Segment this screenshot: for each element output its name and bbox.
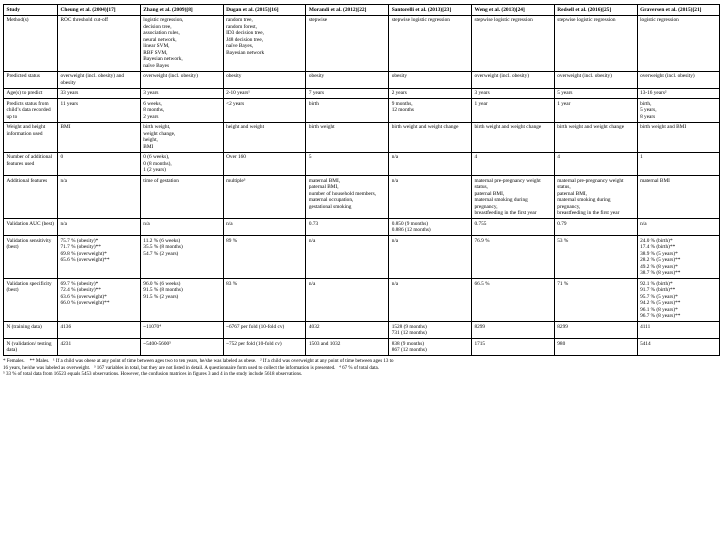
table-cell xyxy=(306,322,389,339)
cell-line: 83 % xyxy=(226,280,238,287)
cell-line: 0.886 (12 months) xyxy=(391,227,431,234)
table-cell xyxy=(637,122,720,152)
table-row xyxy=(4,122,720,152)
cell-line: ~6767 per fold (10-fold cv) xyxy=(226,323,285,330)
column-header-study: Study xyxy=(4,5,58,16)
cell-line: 5414 xyxy=(640,340,651,347)
cell-line: 65.6 % (overweight)** xyxy=(60,257,110,264)
table-cell xyxy=(637,236,720,279)
cell-line: maternal BMI, xyxy=(308,178,341,185)
cell-line: Bayesian network xyxy=(226,49,265,56)
table-row xyxy=(4,152,720,176)
table-row xyxy=(4,219,720,236)
comparison-table xyxy=(3,4,720,356)
cell-line: 0.755 xyxy=(474,220,487,227)
cell-line: 0 xyxy=(60,154,64,161)
row-header: Validation specificity (best) xyxy=(4,279,58,322)
cell-line: 731 (12 months) xyxy=(391,330,427,337)
table-cell xyxy=(389,322,472,339)
table-cell xyxy=(140,88,223,99)
cell-line: n/a xyxy=(391,238,399,245)
column-header-santorelli: Santorelli et al. (2013)[23] xyxy=(389,5,472,16)
cell-line: n/a xyxy=(640,220,647,227)
cell-line: 0 (8 months), xyxy=(143,160,172,167)
cell-line: 4111 xyxy=(640,323,651,330)
table-cell xyxy=(389,99,472,123)
table-cell xyxy=(306,339,389,356)
row-header: N (training data) xyxy=(4,322,58,339)
cell-line: 54.7 % (2 years) xyxy=(143,250,179,257)
table-row xyxy=(4,322,720,339)
table-cell xyxy=(389,279,472,322)
cell-line: 1503 and 1032 xyxy=(308,340,341,347)
cell-line: birth weight, xyxy=(143,124,171,131)
column-header-cheung: Cheung et al. (2004)[17] xyxy=(58,5,141,16)
table-cell xyxy=(471,322,554,339)
table-cell xyxy=(58,279,141,322)
table-row xyxy=(4,279,720,322)
cell-line: 1 xyxy=(640,154,643,161)
cell-line: 75.7 % (obesity)* xyxy=(60,238,99,245)
footnote-1: ¹ If a child was obese at any point of time between ages two to ten years, he/she was labeled as obese. xyxy=(53,359,257,365)
cell-line: stepwise logistic regression xyxy=(557,17,616,24)
cell-line: 11.2 % (6 weeks) xyxy=(143,238,181,245)
cell-line: n/a xyxy=(226,220,233,227)
column-header-zhang: Zhang et al. (2009)[8] xyxy=(140,5,223,16)
cell-line: 980 xyxy=(557,340,566,347)
cell-line: BMI xyxy=(143,143,154,150)
table-cell xyxy=(637,71,720,88)
table-body xyxy=(4,15,720,356)
cell-line: height, xyxy=(143,137,158,144)
table-cell xyxy=(140,219,223,236)
table-cell xyxy=(471,99,554,123)
table-cell xyxy=(58,99,141,123)
cell-line: 71 % xyxy=(557,280,569,287)
cell-line: n/a xyxy=(391,280,399,287)
cell-line: ~752 per fold (10-fold cv) xyxy=(226,340,282,347)
row-header: Number of additional features used xyxy=(4,152,58,176)
cell-line: birth weight and weight change xyxy=(474,124,542,131)
cell-line: 4 xyxy=(557,154,560,161)
cell-line: 33 years xyxy=(60,90,79,97)
table-cell xyxy=(389,176,472,219)
table-cell xyxy=(471,88,554,99)
table-cell xyxy=(223,219,306,236)
table-cell xyxy=(637,339,720,356)
cell-line: maternal BMI xyxy=(640,178,670,185)
table-cell xyxy=(223,122,306,152)
table-cell xyxy=(306,279,389,322)
cell-line: 9 months, xyxy=(391,100,413,107)
table-cell xyxy=(554,122,637,152)
table-cell xyxy=(389,219,472,236)
table-cell xyxy=(554,15,637,71)
cell-line: 38.7 % (8 years)** xyxy=(640,270,681,277)
table-cell xyxy=(140,122,223,152)
table-cell xyxy=(140,279,223,322)
cell-line: maternal smoking during pregnancy, xyxy=(474,197,528,210)
table-cell xyxy=(58,15,141,71)
table-row xyxy=(4,15,720,71)
table-cell xyxy=(140,322,223,339)
cell-line: neural network, xyxy=(143,36,177,43)
table-cell xyxy=(471,152,554,176)
cell-line: 69.8 % (overweight)* xyxy=(60,250,107,257)
table-cell xyxy=(306,71,389,88)
row-header: N (validation/ testing data) xyxy=(4,339,58,356)
column-header-graversen: Graversen et al. (2015)[21] xyxy=(637,5,720,16)
cell-line: 7 years xyxy=(308,90,325,97)
cell-line: 8 months, xyxy=(143,107,165,114)
cell-line: overweight (incl. obesity) xyxy=(640,73,695,80)
table-cell xyxy=(389,88,472,99)
cell-line: 89 % xyxy=(226,238,238,245)
cell-line: 4032 xyxy=(308,323,320,330)
cell-line: 0.73 xyxy=(308,220,319,227)
row-header: Validation AUC (best) xyxy=(4,219,58,236)
cell-line: n/a xyxy=(308,238,316,245)
table-cell xyxy=(637,176,720,219)
table-cell xyxy=(223,339,306,356)
column-header-redsell: Redsell et al. (2016)[25] xyxy=(554,5,637,16)
cell-line: breastfeeding in the first year xyxy=(557,210,620,217)
table-cell xyxy=(223,322,306,339)
cell-line: 96.0 % (6 weeks) xyxy=(143,280,181,287)
cell-line: RBF SVM, xyxy=(143,49,168,56)
cell-line: 53 % xyxy=(557,238,569,245)
cell-line: multiple³ xyxy=(226,178,246,185)
table-cell xyxy=(140,236,223,279)
cell-line: weight change, xyxy=(143,130,176,137)
cell-line: 5 xyxy=(308,154,312,161)
cell-line: <2 years xyxy=(226,100,245,107)
cell-line: 91.5 % (2 years) xyxy=(143,293,179,300)
table-cell xyxy=(306,88,389,99)
table-header-row xyxy=(4,5,720,16)
cell-line: 91.7 % (birth)** xyxy=(640,287,676,294)
table-cell xyxy=(554,71,637,88)
table-cell xyxy=(223,176,306,219)
table-cell xyxy=(58,71,141,88)
cell-line: 91.5 % (8 months) xyxy=(143,287,183,294)
table-cell xyxy=(58,88,141,99)
cell-line: 8299 xyxy=(557,323,568,330)
footnotes xyxy=(3,359,637,378)
cell-line: logistic regression xyxy=(640,17,679,24)
table-cell xyxy=(58,122,141,152)
table-cell xyxy=(223,99,306,123)
table-cell xyxy=(306,219,389,236)
cell-line: overweight (incl. obesity) xyxy=(557,73,612,80)
table-row xyxy=(4,339,720,356)
cell-line: overweight (incl. obesity) xyxy=(474,73,530,80)
cell-line: 5 years, xyxy=(640,107,657,114)
cell-line: stepwise logistic regression xyxy=(474,17,533,24)
cell-line: 92.1 % (birth)* xyxy=(640,280,673,287)
cell-line: 63.6 % (overweight)* xyxy=(60,293,107,300)
cell-line: 96.7 % (8 years)** xyxy=(640,313,681,320)
table-cell xyxy=(554,339,637,356)
cell-line: n/a xyxy=(143,220,150,227)
table-cell xyxy=(223,15,306,71)
cell-line: 4136 xyxy=(60,323,72,330)
cell-line: 1 (2 years) xyxy=(143,167,166,174)
cell-line: birth weight and weight change xyxy=(557,124,625,131)
table-cell xyxy=(637,99,720,123)
cell-line: random tree, xyxy=(226,17,253,24)
cell-line: stepwise logistic regression xyxy=(391,17,450,24)
cell-line: 2 years xyxy=(143,113,159,120)
cell-line: 95.7 % (5 years)* xyxy=(640,293,678,300)
cell-line: random forest, xyxy=(226,23,257,30)
table-cell xyxy=(223,71,306,88)
cell-line: ROC threshold cut-off xyxy=(60,17,109,24)
footnote-males: ** Males. xyxy=(29,359,50,365)
footnote-4: ⁴ 67 % of total data. xyxy=(339,365,379,371)
cell-line: 1715 xyxy=(474,340,486,347)
table-cell xyxy=(637,88,720,99)
table-row xyxy=(4,71,720,88)
cell-line: birth xyxy=(308,100,319,107)
cell-line: 71.7 % (obesity)** xyxy=(60,244,101,251)
cell-line: obesity xyxy=(391,73,407,80)
table-cell xyxy=(140,339,223,356)
footnote-5: ⁵ 33 % of total data from 16523 equals 5453 observations. However, the confusion matrices in figures 3 and 4 in the study include 5618 observations. xyxy=(3,372,303,378)
table-cell xyxy=(223,236,306,279)
table-cell xyxy=(389,71,472,88)
cell-line: paternal BMI, xyxy=(474,190,505,197)
cell-line: association rules, xyxy=(143,30,180,37)
row-header: Method(s) xyxy=(4,15,58,71)
table-cell xyxy=(140,99,223,123)
cell-line: Over 160 xyxy=(226,154,246,161)
table-cell xyxy=(58,322,141,339)
table-row xyxy=(4,99,720,123)
table-cell xyxy=(471,122,554,152)
row-header: Additional features xyxy=(4,176,58,219)
cell-line: 1 year xyxy=(557,100,571,107)
table-cell xyxy=(471,236,554,279)
table-cell xyxy=(389,152,472,176)
cell-line: 28.2 % (5 years)** xyxy=(640,257,681,264)
cell-line: 4231 xyxy=(60,340,72,347)
cell-line: Bayesian network, xyxy=(143,56,183,63)
table-cell xyxy=(554,176,637,219)
cell-line: paternal BMI, xyxy=(308,184,339,191)
table-cell xyxy=(637,322,720,339)
table-cell xyxy=(140,15,223,71)
cell-line: 0.79 xyxy=(557,220,567,227)
table-cell xyxy=(389,15,472,71)
cell-line: 5 years xyxy=(557,90,573,97)
cell-line: 69.7 % (obesity)* xyxy=(60,280,99,287)
table-cell xyxy=(554,219,637,236)
cell-line: gestational smoking xyxy=(308,203,352,210)
cell-line: ID3 decision tree, xyxy=(226,30,264,37)
cell-line: maternal pre-pregnancy weight status, xyxy=(474,178,541,191)
cell-line: 1528 (9 months) xyxy=(391,323,427,330)
cell-line: linear SVM, xyxy=(143,43,170,50)
cell-line: birth weight xyxy=(308,124,335,131)
cell-line: 6 weeks, xyxy=(143,100,162,107)
column-header-weng: Weng et al. (2013)[24] xyxy=(471,5,554,16)
cell-line: breastfeeding in the first year xyxy=(474,210,537,217)
cell-line: 24.0 % (birth)* xyxy=(640,238,673,245)
cell-line: maternal pre-pregnancy weight status, xyxy=(557,178,624,191)
cell-line: height and weight xyxy=(226,124,265,131)
cell-line: decision tree, xyxy=(143,23,172,30)
cell-line: 49.2 % (8 years)* xyxy=(640,263,678,270)
table-cell xyxy=(306,152,389,176)
table-cell xyxy=(637,15,720,71)
table-cell xyxy=(140,71,223,88)
cell-line: 8299 xyxy=(474,323,486,330)
cell-line: 66.0 % (overweight)** xyxy=(60,300,110,307)
cell-line: naïve Bayes, xyxy=(226,43,254,50)
table-header xyxy=(4,5,720,16)
table-cell xyxy=(223,88,306,99)
footnote-2: ² If a child was overweight at any point of time between ages 13 to xyxy=(260,359,394,365)
table-cell xyxy=(389,122,472,152)
cell-line: maternal smoking during pregnancy, xyxy=(557,197,611,210)
column-header-dugan: Dugan et al. (2015)[16] xyxy=(223,5,306,16)
cell-line: 94.2 % (5 years)** xyxy=(640,300,681,307)
footnote-line-3 xyxy=(3,372,637,378)
table-cell xyxy=(389,236,472,279)
table-cell xyxy=(471,279,554,322)
table-cell xyxy=(58,176,141,219)
cell-line: 72.4 % (obesity)** xyxy=(60,287,101,294)
cell-line: birth weight and weight change xyxy=(391,124,459,131)
cell-line: n/a xyxy=(391,154,399,161)
cell-line: 13-16 years² xyxy=(640,90,667,97)
cell-line: 4 xyxy=(474,154,478,161)
cell-line: 867 (12 months) xyxy=(391,347,427,354)
footnote-3: ³ 167 variables in total, but they are not listed in detail. A questionnaire form used to collect the information is presented. xyxy=(93,365,336,371)
table-cell xyxy=(471,176,554,219)
cell-line: 17.4 % (birth)** xyxy=(640,244,676,251)
cell-line: time of gestation xyxy=(143,178,179,185)
cell-line: 76.9 % xyxy=(474,238,490,245)
cell-line: obesity xyxy=(226,73,242,80)
cell-line: 2 years xyxy=(391,90,407,97)
cell-line: J48 decision tree, xyxy=(226,36,264,43)
cell-line: 12 months xyxy=(391,107,414,114)
cell-line: birth, xyxy=(640,100,652,107)
table-cell xyxy=(637,152,720,176)
cell-line: n/a xyxy=(391,178,399,185)
table-cell xyxy=(58,236,141,279)
cell-line: 0.850 (9 months) xyxy=(391,220,429,227)
table-cell xyxy=(306,122,389,152)
table-row xyxy=(4,176,720,219)
cell-line: 96.1 % (8 years)* xyxy=(640,306,678,313)
table-cell xyxy=(471,219,554,236)
table-cell xyxy=(471,15,554,71)
cell-line: n/a xyxy=(60,178,67,185)
table-cell xyxy=(471,339,554,356)
table-cell xyxy=(58,152,141,176)
table-cell xyxy=(554,99,637,123)
table-row xyxy=(4,88,720,99)
cell-line: 11 years xyxy=(60,100,79,107)
cell-line: 1 year xyxy=(474,100,488,107)
cell-line: 35.5 % (8 months) xyxy=(143,244,183,251)
table-cell xyxy=(306,236,389,279)
cell-line: 3 years xyxy=(143,90,159,97)
table-cell xyxy=(58,339,141,356)
cell-line: stepwise xyxy=(308,17,328,24)
cell-line: overweight (incl. obesity) and obesity xyxy=(60,73,125,86)
table-cell xyxy=(637,219,720,236)
row-header: Validation sensitivity (best) xyxy=(4,236,58,279)
cell-line: 3 years xyxy=(474,90,490,97)
table-cell xyxy=(140,176,223,219)
row-header: Predicts status from child’s data recorded up to xyxy=(4,99,58,123)
table-cell xyxy=(554,152,637,176)
table-cell xyxy=(306,99,389,123)
column-header-morandi: Morandi et al. (2012)[22] xyxy=(306,5,389,16)
cell-line: number of household members, xyxy=(308,190,376,197)
table-row xyxy=(4,236,720,279)
cell-line: ~5400-5600⁵ xyxy=(143,340,171,347)
cell-line: overweight (incl. obesity) xyxy=(143,73,198,80)
cell-line: 0 (6 weeks), xyxy=(143,154,170,161)
cell-line: maternal occupation, xyxy=(308,197,354,204)
table-cell xyxy=(140,152,223,176)
table-cell xyxy=(306,176,389,219)
row-header: Age(s) to predict xyxy=(4,88,58,99)
table-cell xyxy=(58,219,141,236)
table-cell xyxy=(637,279,720,322)
table-cell xyxy=(554,236,637,279)
cell-line: 8 years xyxy=(640,113,656,120)
table-cell xyxy=(554,279,637,322)
cell-line: 38.9 % (5 years)* xyxy=(640,250,678,257)
row-header: Predicted status xyxy=(4,71,58,88)
table-cell xyxy=(554,322,637,339)
cell-line: n/a xyxy=(308,280,316,287)
cell-line: n/a xyxy=(60,220,67,227)
table-cell xyxy=(554,88,637,99)
cell-line: birth weight and BMI xyxy=(640,124,687,131)
cell-line: ~11070⁴ xyxy=(143,323,162,330)
table-cell xyxy=(223,279,306,322)
table-cell xyxy=(471,71,554,88)
table-cell xyxy=(389,339,472,356)
cell-line: obesity xyxy=(308,73,325,80)
cell-line: 66.5 % xyxy=(474,280,490,287)
footnote-females: * Females. xyxy=(3,359,25,365)
row-header: Weight and height information used xyxy=(4,122,58,152)
cell-line: naïve Bayes xyxy=(143,62,170,69)
table-cell xyxy=(223,152,306,176)
cell-line: 2-10 years¹ xyxy=(226,90,250,97)
cell-line: paternal BMI, xyxy=(557,190,587,197)
cell-line: logistic regression, xyxy=(143,17,184,24)
cell-line: 838 (9 months) xyxy=(391,340,425,347)
table-cell xyxy=(306,15,389,71)
cell-line: BMI xyxy=(60,124,71,131)
footnote-2-cont: 16 years, he/she was labeled as overweight. xyxy=(3,365,91,371)
